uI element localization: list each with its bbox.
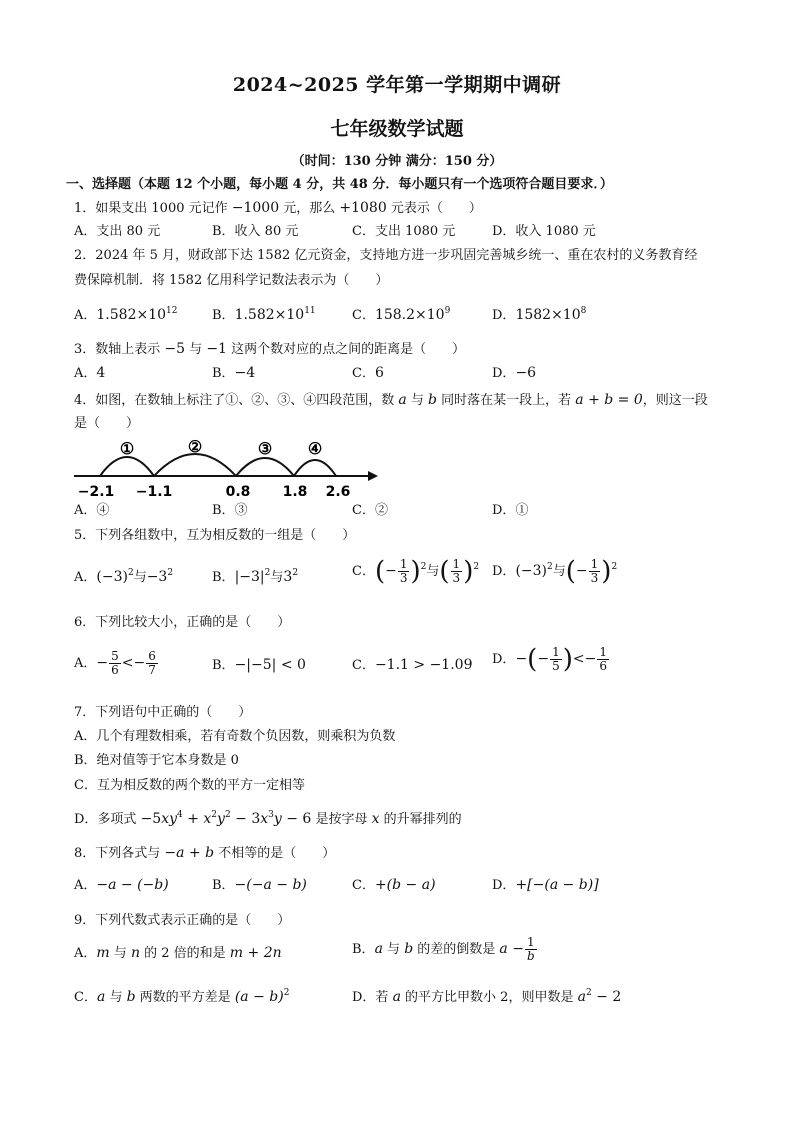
q3-number: −5 [164, 341, 186, 357]
option-label: C． [352, 658, 375, 673]
question-5-stem: 5．下列各组数中，互为相反数的一组是（ ） [74, 528, 356, 543]
option-text: 的差的倒数是 [413, 942, 500, 957]
paren-right: ) [463, 556, 474, 587]
q9-option-a [74, 944, 282, 963]
option-text: D．多项式 [74, 812, 141, 827]
exam-time-score: （时间：130 分钟 满分：150 分） [291, 154, 503, 169]
exponent: 2 [167, 568, 174, 578]
tick-label-4: 1.8 [282, 484, 308, 500]
q6-option-b [212, 656, 306, 675]
q8-text: 8．下列各式与 [74, 846, 165, 861]
option-label: C． [352, 878, 375, 893]
q4-text: 4．如图，在数轴上标注了①、②、③、④四段范围，数 [74, 393, 399, 408]
numerator: 1 [590, 557, 599, 571]
exponent: 2 [420, 562, 427, 572]
arc-segment-2 [154, 454, 236, 476]
exponent: 11 [304, 306, 316, 316]
q5-option-b [212, 568, 298, 587]
paren-right: ) [410, 556, 421, 587]
q4-option-c [352, 502, 388, 520]
exam-subject-title: 七年级数学试题 [330, 118, 464, 140]
option-label: A． [74, 366, 97, 381]
q7-option-b: B．绝对值等于它本身数是 0 [74, 753, 239, 768]
paren-left: ( [374, 556, 386, 587]
q8-option-c [352, 876, 436, 895]
q4-equation: a + b = 0 [575, 392, 643, 408]
option-value: 1.582×10 [234, 307, 305, 323]
exponent: 2 [264, 568, 271, 578]
option-value: −1.1 > −1.09 [374, 657, 473, 673]
q1-number: +1080 [339, 200, 387, 216]
q2-option-a [74, 306, 177, 325]
question-3-stem [74, 340, 465, 359]
q2-option-c [352, 306, 450, 325]
variable: b [126, 989, 136, 1005]
question-8-stem [74, 844, 335, 863]
q3-text: 与 [185, 342, 207, 357]
option-label: B． [212, 658, 235, 673]
segment-label-3: ③ [257, 439, 273, 458]
option-text: 与 [105, 990, 127, 1005]
tick-label-2: −1.1 [135, 484, 173, 500]
q4-option-b [212, 502, 248, 520]
option-value: ④ [96, 503, 110, 518]
q6-option-d [492, 646, 610, 673]
question-2-stem-line2: 费保障机制．将 1582 亿用科学记数法表示为（ ） [74, 273, 389, 288]
q8-option-a [74, 876, 169, 895]
q3-text: 3．数轴上表示 [74, 342, 165, 357]
section-heading: 一、选择题（本题 12 个小题，每小题 4 分，共 48 分．每小题只有一个选项符合题目要求．） [66, 177, 613, 192]
q8-option-d [492, 876, 599, 895]
option-label: A． [74, 878, 97, 893]
option-text: 的升幂排列的 [379, 812, 462, 827]
variable: a [374, 941, 383, 957]
option-value: 1.582×10 [96, 307, 167, 323]
option-label: A． [74, 656, 97, 671]
variable: a [392, 989, 401, 1005]
q1-option-b: B．收入 80 元 [212, 224, 299, 239]
denominator: 3 [399, 571, 408, 585]
exponent: 8 [580, 306, 587, 316]
q8-text: 不相等的是（ ） [214, 846, 336, 861]
option-value: 6 [374, 365, 384, 381]
option-value: −6 [515, 365, 537, 381]
variable: m [96, 945, 110, 961]
numerator: 1 [526, 935, 535, 949]
option-text: 的 2 倍的和是 [139, 946, 230, 961]
expr: (−3) [96, 569, 128, 585]
option-value: ② [374, 503, 388, 518]
option-label: D． [492, 503, 516, 518]
conjunction: 与 [270, 570, 284, 585]
option-value: −|−5| < 0 [234, 657, 306, 673]
fraction [146, 650, 158, 677]
expression: a [577, 989, 586, 1005]
axis-arrow [368, 471, 378, 481]
numerator: 5 [111, 649, 119, 663]
neg-sign: − [515, 651, 528, 667]
option-text: 是按字母 [311, 812, 372, 827]
compare-sign: < [572, 651, 585, 667]
q1-option-d: D．收入 1080 元 [492, 224, 596, 239]
question-4-stem-line2: 是（ ） [74, 416, 140, 431]
tick-label-3: 0.8 [225, 484, 251, 500]
option-label: D． [492, 366, 516, 381]
option-label: B． [212, 878, 235, 893]
denominator: 6 [111, 663, 119, 677]
paren-right: ) [562, 644, 573, 675]
q3-option-c [352, 364, 384, 383]
option-label: D． [492, 878, 516, 893]
exponent: 2 [283, 988, 290, 998]
fraction [550, 646, 562, 673]
option-label: C． [352, 366, 375, 381]
expression: (a − b) [234, 989, 284, 1005]
q7-option-a: A．几个有理数相乘，若有奇数个负因数，则乘积为负数 [74, 729, 396, 744]
neg-sign: − [575, 563, 588, 579]
question-2-stem-line1: 2．2024 年 5 月，财政部下达 1582 亿元资金，支持地方进一步巩固完善城乡统一、重在农村的义务教育经 [74, 248, 698, 263]
q2-option-d [492, 306, 586, 325]
q4-text: 同时落在某一段上，若 [437, 393, 576, 408]
denominator: 3 [590, 571, 599, 585]
q4-text: 与 [406, 393, 429, 408]
exam-title: 2024~2025 学年第一学期期中调研 [232, 74, 562, 96]
q6-option-c [352, 656, 472, 675]
q3-option-d [492, 364, 536, 383]
conjunction: 与 [426, 564, 440, 579]
exponent: 2 [547, 562, 553, 572]
expression: a − [499, 941, 524, 957]
q1-text: 元表示（ ） [386, 201, 482, 216]
segment-label-2: ② [187, 437, 203, 456]
q2-option-b [212, 306, 316, 325]
neg-sign: − [537, 651, 550, 667]
exponent: 2 [127, 568, 134, 578]
neg-sign: − [385, 563, 397, 579]
number-line-figure [70, 434, 380, 500]
fraction [525, 936, 537, 963]
q5-option-d [492, 558, 617, 585]
variable: b [404, 941, 414, 957]
q5-option-c [352, 558, 479, 585]
numerator: 1 [552, 645, 560, 659]
paren-right: ) [601, 556, 612, 587]
variable: n [130, 945, 140, 961]
option-text: 的平方比甲数小 2，则甲数是 [400, 990, 578, 1005]
option-label: B． [212, 308, 235, 323]
numerator: 1 [452, 557, 461, 571]
q5-option-a [74, 568, 173, 587]
option-label: C． [352, 308, 375, 323]
variable: a [96, 989, 106, 1005]
option-value: −4 [234, 365, 256, 381]
arc-segment-3 [236, 458, 294, 476]
variable: x [371, 811, 380, 827]
option-label: C． [352, 564, 375, 579]
conjunction: 与 [552, 564, 566, 579]
option-label: D． [492, 308, 516, 323]
numerator: 6 [148, 649, 156, 663]
question-6-stem: 6．下列比较大小，正确的是（ ） [74, 615, 291, 630]
exponent: 2 [585, 988, 592, 998]
q4-option-d [492, 502, 528, 520]
expr: (−3) [515, 563, 547, 579]
q7-option-c: C．互为相反数的两个数的平方一定相等 [74, 778, 305, 793]
question-9-stem: 9．下列代数式表示正确的是（ ） [74, 913, 291, 928]
denominator: 7 [148, 663, 156, 677]
expr: 3 [283, 569, 293, 585]
option-text: 与 [382, 942, 405, 957]
option-label: A． [74, 570, 97, 585]
compare-sign: < [121, 655, 134, 671]
neg-sign: − [133, 655, 146, 671]
fraction [451, 558, 463, 585]
fraction [589, 558, 601, 585]
q4-variable: a [398, 392, 407, 408]
question-7-stem: 7．下列语句中正确的（ ） [74, 705, 252, 720]
conjunction: 与 [133, 570, 147, 585]
option-value: ① [515, 503, 529, 518]
q7-option-d [74, 810, 462, 829]
exponent: 9 [444, 306, 451, 316]
segment-label-4: ④ [307, 439, 323, 458]
option-label: D． [492, 652, 516, 667]
option-label: D．若 [352, 990, 393, 1005]
expr: |−3| [234, 569, 265, 585]
q9-option-c [74, 988, 289, 1007]
option-value: +(b − a) [374, 877, 436, 893]
arc-segment-1 [100, 457, 154, 476]
option-label: A． [74, 503, 97, 518]
numerator: 1 [599, 645, 607, 659]
paren-left: ( [565, 556, 576, 587]
q8-option-b [212, 876, 307, 895]
option-value: −(−a − b) [234, 877, 307, 893]
option-label: C． [352, 503, 375, 518]
tick-label-1: −2.1 [77, 484, 115, 500]
arc-segment-4 [294, 460, 336, 476]
option-label: B． [212, 366, 235, 381]
option-value: 158.2×10 [374, 307, 445, 323]
q1-option-c: C．支出 1080 元 [352, 224, 456, 239]
denominator: 5 [552, 659, 560, 673]
option-value: ③ [234, 503, 248, 518]
q4-option-a [74, 502, 109, 520]
q1-number: −1000 [231, 200, 280, 216]
tick-label-5: 2.6 [325, 484, 351, 500]
option-text: 与 [109, 946, 131, 961]
expression: m + 2n [229, 945, 282, 961]
neg-sign: − [96, 655, 109, 671]
option-label: C． [74, 990, 97, 1005]
q8-expression: −a + b [164, 845, 215, 861]
option-label: B． [212, 570, 235, 585]
exponent: 12 [166, 306, 178, 316]
option-label: A． [74, 308, 97, 323]
q9-option-b [352, 936, 538, 963]
option-label: B． [212, 503, 235, 518]
option-label: B． [352, 942, 375, 957]
option-label: A． [74, 946, 97, 961]
denominator: 3 [452, 571, 461, 585]
numerator: 1 [399, 557, 408, 571]
option-value: +[−(a − b)] [515, 877, 599, 893]
polynomial: $-5xy^4 + x^2y^2 - 3x^3y - 6$ [140, 810, 312, 827]
denominator: b [526, 949, 535, 963]
q1-option-a: A．支出 80 元 [74, 224, 161, 239]
expression: − 2 [591, 989, 622, 1005]
neg-sign: − [584, 651, 597, 667]
q3-number: −1 [206, 341, 227, 357]
exponent: 2 [292, 568, 299, 578]
q6-option-a [74, 650, 159, 677]
denominator: 6 [599, 659, 607, 673]
option-text: 两数的平方差是 [135, 990, 235, 1005]
q3-option-b [212, 364, 255, 383]
q9-option-d [352, 988, 621, 1007]
paren-left: ( [439, 556, 450, 587]
option-value: 4 [96, 365, 106, 381]
question-4-stem [74, 391, 708, 410]
exponent: 2 [473, 562, 480, 572]
option-value: −a − (−b) [96, 877, 169, 893]
q4-variable: b [428, 392, 437, 408]
fraction [109, 650, 121, 677]
q1-text: 1．如果支出 1000 元记作 [74, 201, 232, 216]
paren-left: ( [527, 644, 538, 675]
segment-label-1: ① [119, 439, 135, 458]
q3-option-a [74, 364, 105, 383]
question-1-stem [74, 199, 482, 218]
fraction [597, 646, 609, 673]
expr: −3 [146, 569, 168, 585]
q3-text: 这两个数对应的点之间的距离是（ ） [226, 342, 466, 357]
exponent: 2 [611, 562, 618, 572]
q1-text: 元，那么 [279, 201, 340, 216]
option-label: D． [492, 564, 516, 579]
q4-text: ，则这一段 [642, 393, 708, 408]
fraction [398, 558, 410, 585]
option-value: 1582×10 [515, 307, 581, 323]
